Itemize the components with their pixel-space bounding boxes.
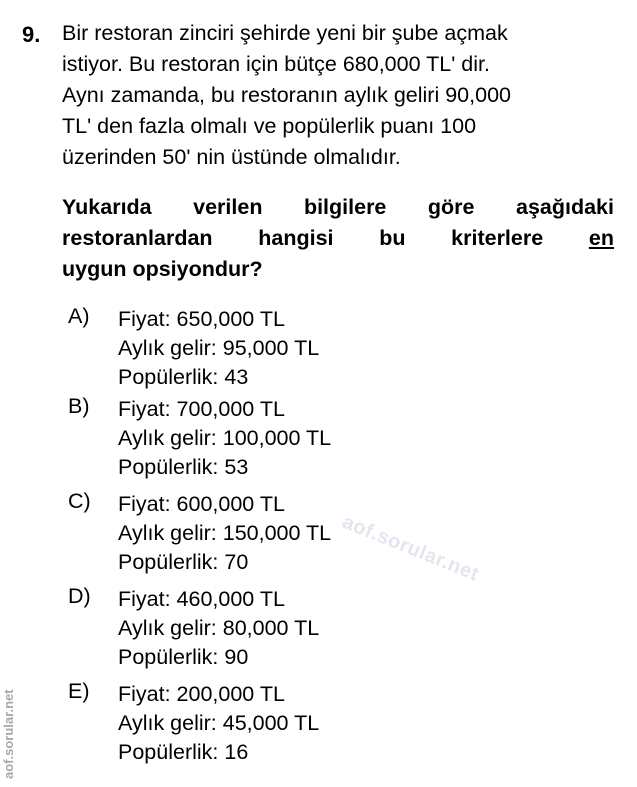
option-income: Aylık gelir: 80,000 TL — [118, 616, 320, 640]
option-letter: C) — [68, 489, 91, 513]
stem-line: üzerinden 50' nin üstünde olmalıdır. — [62, 145, 401, 169]
option-details — [118, 680, 319, 767]
option-popularity: Popülerlik: 90 — [118, 645, 249, 669]
option-income: Aylık gelir: 150,000 TL — [118, 521, 332, 545]
option-letter: D) — [68, 584, 91, 608]
stem-line: TL' den fazla olmalı ve popülerlik puanı 100 — [62, 114, 477, 138]
question-stem — [62, 18, 614, 173]
option-details — [118, 585, 319, 672]
stem-line: Aynı zamanda, bu restoranın aylık geliri 90,000 — [62, 83, 511, 107]
stem-line: istiyor. Bu restoran için bütçe 680,000 TL' dir. — [62, 52, 490, 76]
prompt-line-text: restoranlardan hangisi bu kriterlere — [62, 226, 544, 250]
prompt-line: uygun opsiyondur? — [62, 257, 263, 281]
prompt-line — [62, 223, 614, 254]
side-watermark: aof.sorular.net — [1, 689, 16, 779]
option-price: Fiyat: 600,000 TL — [118, 492, 285, 516]
option-income: Aylık gelir: 45,000 TL — [118, 711, 320, 735]
option-income: Aylık gelir: 95,000 TL — [118, 336, 320, 360]
option-popularity: Popülerlik: 43 — [118, 365, 249, 389]
option-income: Aylık gelir: 100,000 TL — [118, 426, 332, 450]
option-price: Fiyat: 650,000 TL — [118, 307, 285, 331]
stem-line: Bir restoran zinciri şehirde yeni bir şube açmak — [62, 21, 508, 45]
option-letter: B) — [68, 394, 90, 418]
option-popularity: Popülerlik: 16 — [118, 740, 249, 764]
question-prompt — [62, 192, 614, 285]
option-details — [118, 395, 331, 482]
option-popularity: Popülerlik: 53 — [118, 455, 249, 479]
option-price: Fiyat: 200,000 TL — [118, 682, 285, 706]
option-popularity: Popülerlik: 70 — [118, 550, 249, 574]
option-price: Fiyat: 460,000 TL — [118, 587, 285, 611]
option-letter: A) — [68, 304, 90, 328]
option-details — [118, 305, 319, 392]
option-details — [118, 490, 331, 577]
center-watermark: aof.sorular.net — [339, 510, 483, 586]
question-number: 9. — [22, 22, 41, 47]
option-letter: E) — [68, 679, 90, 703]
prompt-line: Yukarıda verilen bilgilere göre aşağıdaki — [62, 195, 614, 219]
option-price: Fiyat: 700,000 TL — [118, 397, 285, 421]
prompt-emphasis: en — [588, 226, 614, 250]
